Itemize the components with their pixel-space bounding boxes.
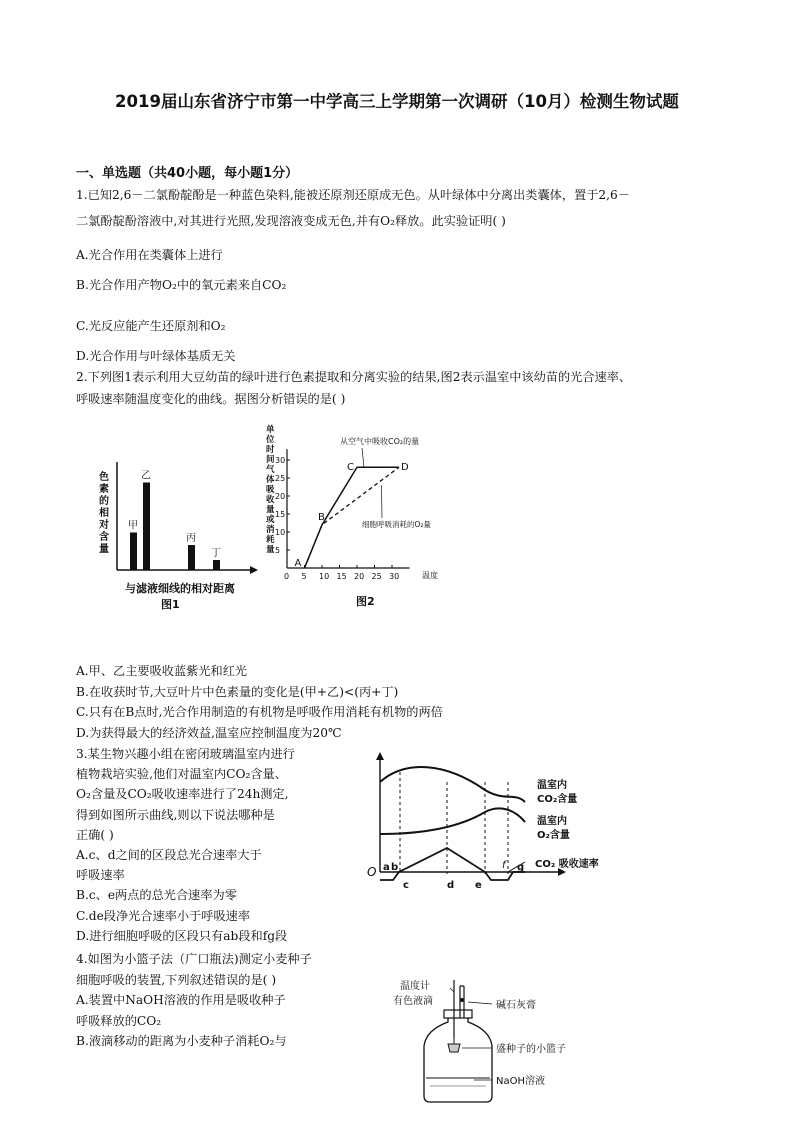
q2-option-d: D.为获得最大的经济效益,温室应控制温度为20℃ bbox=[76, 726, 342, 740]
figure2-point-2: B bbox=[318, 511, 325, 523]
q3-text-line-4: 得到如图所示曲线,则以下说法哪种是 bbox=[76, 807, 275, 822]
figure2-y-label-char: 气 bbox=[266, 465, 275, 475]
figure2-y-label-char: 或 bbox=[266, 515, 275, 525]
q2-stem-line2: 呼吸速率随温度变化的曲线。据图分析错误的是( ) bbox=[76, 392, 346, 406]
figure2-y-tick: 5 bbox=[275, 546, 281, 555]
figure2-x-tick: 5 bbox=[301, 572, 307, 581]
q4-text-line-5: B.液滴移动的距离为小麦种子消耗O₂与 bbox=[76, 1034, 287, 1048]
q3-text-line-3: O₂含量及CO₂吸收速率进行了24h测定, bbox=[76, 787, 289, 802]
figure3-o2-label2: O₂含量 bbox=[537, 830, 570, 841]
q3-text-line-1: 3.某生物兴趣小组在密闭玻璃温室内进行 bbox=[76, 747, 295, 761]
figure1-y-label-char: 对 bbox=[99, 520, 109, 531]
figure2-x-tick: 30 bbox=[389, 572, 400, 581]
q3-text-line-2: 植物栽培实验,他们对温室内CO₂含量、 bbox=[76, 767, 287, 782]
figure1-bar-label-2: 乙 bbox=[141, 470, 151, 482]
figure1-bar-label-1: 甲 bbox=[128, 520, 138, 532]
figure1-y-label-char: 含 bbox=[99, 532, 109, 543]
q2-option-a: A.甲、乙主要吸收蓝紫光和红光 bbox=[76, 664, 248, 678]
figure1-bar-label-3: 丙 bbox=[186, 533, 196, 544]
figure2-x-tick: 25 bbox=[371, 572, 382, 581]
q3-text-line-10: D.进行细胞呼吸的区段只有ab段和fg段 bbox=[76, 928, 288, 943]
figure4-basket-label: 盛种子的小篮子 bbox=[496, 1044, 566, 1055]
figure2-y-label-char: 间 bbox=[266, 455, 275, 465]
figure1-bar-4 bbox=[213, 560, 220, 570]
figure1-y-label-char: 的 bbox=[99, 496, 109, 507]
figure2-series1-label: 从空气中吸收CO₂的量 bbox=[340, 437, 420, 446]
figure3-point-f: f bbox=[502, 860, 506, 871]
figure3-point-d: d bbox=[447, 880, 455, 891]
figure2-point-4: D bbox=[401, 462, 409, 474]
q4-text-line-1: 4.如图为小篮子法（广口瓶法)测定小麦种子 bbox=[76, 952, 312, 966]
q1-option-c: C.光反应能产生还原剂和O₂ bbox=[76, 319, 226, 333]
figure4-naoh-label: NaOH溶液 bbox=[496, 1076, 545, 1087]
figure2-y-label-char: 收 bbox=[266, 495, 275, 505]
figure2-x-label: 温度 bbox=[422, 571, 438, 580]
figure3-point-g: g bbox=[517, 862, 525, 873]
figure2-y-tick: 30 bbox=[275, 456, 286, 465]
figure2-caption: 图2 bbox=[356, 595, 375, 608]
figure2-y-label-char: 单 bbox=[266, 425, 275, 435]
q3-text-line-7: 呼吸速率 bbox=[76, 868, 125, 883]
figure3-origin: O bbox=[367, 865, 377, 879]
q3-text-line-6: A.c、d之间的区段总光合速率大于 bbox=[76, 848, 262, 862]
figure3-point-c: c bbox=[403, 880, 409, 891]
figure2-point-1: A bbox=[294, 558, 302, 569]
figure2-y-label bbox=[265, 424, 275, 555]
figure3-greenhouse-chart bbox=[365, 752, 650, 897]
figure1-bar-label-4: 丁 bbox=[211, 548, 221, 559]
figure3-point-b: b bbox=[391, 862, 399, 873]
q4-text-line-3: A.装置中NaOH溶液的作用是吸收种子 bbox=[76, 993, 286, 1007]
q3-text-line-5: 正确( ) bbox=[76, 827, 114, 842]
q2-option-b: B.在收获时节,大豆叶片中色素量的变化是(甲+乙)<(丙+丁) bbox=[76, 685, 399, 699]
figure3-co2-label2: CO₂含量 bbox=[537, 794, 578, 805]
figure2-y-label-char: 体 bbox=[266, 475, 275, 485]
q2-stem-line1: 2.下列图1表示利用大豆幼苗的绿叶进行色素提取和分离实验的结果,图2表示温室中该幼苗的光合速率、 bbox=[76, 370, 632, 384]
figure1-bar-chart bbox=[95, 440, 270, 615]
figure2-x-tick: 0 bbox=[284, 572, 290, 581]
figure2-series1-leader bbox=[362, 448, 364, 467]
figure2-y-tick: 10 bbox=[275, 528, 286, 537]
figure2-y-label-char: 量 bbox=[266, 505, 275, 515]
figure1-y-label-char: 色 bbox=[99, 472, 109, 483]
figure1-y-label-char: 相 bbox=[99, 508, 109, 519]
figure4-droplet-label: 有色液滴 bbox=[393, 996, 433, 1007]
figure2-x-tick: 15 bbox=[336, 572, 347, 581]
figure3-o2-label1: 温室内 bbox=[537, 816, 567, 827]
figure2-y-tick: 25 bbox=[275, 474, 286, 483]
q1-option-a: A.光合作用在类囊体上进行 bbox=[76, 248, 223, 262]
q1-stem-line1: 1.已知2,6－二氯酚靛酚是一种蓝色染料,能被还原剂还原成无色。从叶绿体中分离出类囊体，置于2,6－ bbox=[76, 188, 630, 202]
q4-text-line-2: 细胞呼吸的装置,下列叙述错误的是( ) bbox=[76, 972, 277, 987]
section-heading: 一、单选题（共40小题，每小题1分） bbox=[76, 166, 299, 181]
figure4-apparatus bbox=[390, 978, 630, 1106]
figure2-x-tick: 20 bbox=[354, 572, 365, 581]
figure2-point-3: C bbox=[347, 462, 354, 474]
figure1-bar-1 bbox=[130, 533, 137, 571]
figure2-y-label-char: 量 bbox=[266, 545, 275, 555]
figure3-point-e: e bbox=[475, 880, 482, 891]
figure2-y-label-char: 时 bbox=[266, 445, 275, 455]
figure2-y-tick: 15 bbox=[275, 510, 286, 519]
figure2-series2-leader bbox=[382, 485, 383, 518]
figure3-point-a: a bbox=[383, 862, 390, 873]
q1-stem-line2: 二氯酚靛酚溶液中,对其进行光照,发现溶液变成无色,并有O₂释放。此实验证明( ) bbox=[76, 214, 506, 228]
figure1-y-label bbox=[98, 470, 109, 555]
figure2-y-label-char: 耗 bbox=[266, 535, 275, 545]
figure1-caption: 图1 bbox=[161, 598, 180, 611]
q3-text-line-8: B.c、e两点的总光合速率为零 bbox=[76, 888, 237, 903]
figure4-thermometer-label: 温度计 bbox=[400, 981, 430, 992]
figure1-y-label-char: 量 bbox=[99, 544, 109, 555]
figure2-line-chart bbox=[262, 420, 442, 615]
figure2-y-label-char: 位 bbox=[266, 435, 275, 445]
q2-option-c: C.只有在B点时,光合作用制造的有机物是呼吸作用消耗有机物的两倍 bbox=[76, 705, 443, 719]
q1-option-b: B.光合作用产物O₂中的氧元素来自CO₂ bbox=[76, 278, 287, 292]
figure2-y-label-char: 消 bbox=[266, 525, 275, 535]
page-title: 2019届山东省济宁市第一中学高三上学期第一次调研（10月）检测生物试题 bbox=[115, 92, 679, 111]
q1-option-d: D.光合作用与叶绿体基质无关 bbox=[76, 349, 236, 363]
q4-text-line-4: 呼吸释放的CO₂ bbox=[76, 1013, 162, 1028]
figure2-y-label-char: 吸 bbox=[266, 485, 275, 495]
figure3-rate-label: CO₂ 吸收速率 bbox=[535, 859, 599, 870]
figure1-bar-2 bbox=[143, 483, 150, 571]
figure4-sodalime-label: 碱石灰膏 bbox=[496, 1000, 536, 1011]
figure2-x-tick: 10 bbox=[319, 572, 330, 581]
figure1-x-label: 与滤液细线的相对距离 bbox=[125, 582, 235, 595]
figure1-bar-3 bbox=[188, 545, 195, 570]
figure3-co2-label1: 温室内 bbox=[537, 780, 567, 791]
figure1-y-label-char: 素 bbox=[99, 484, 109, 495]
figure2-y-tick: 20 bbox=[275, 492, 286, 501]
q3-text-line-9: C.de段净光合速率小于呼吸速率 bbox=[76, 908, 251, 923]
figure2-series2-label: 细胞呼吸消耗的O₂量 bbox=[362, 520, 431, 529]
